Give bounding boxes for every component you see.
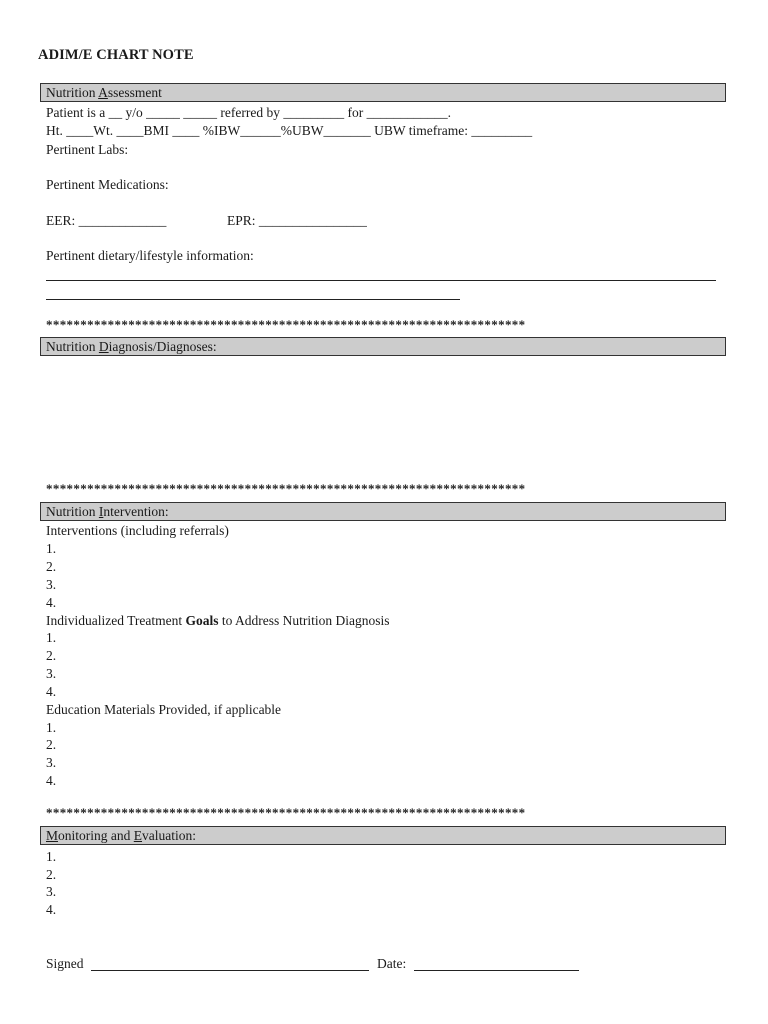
- goals-label-prefix: Individualized Treatment: [46, 613, 186, 628]
- goals-label-suffix: to Address Nutrition Diagnosis: [218, 613, 390, 628]
- monitoring-header-middle: onitoring and: [58, 828, 134, 843]
- goal-item: 4.: [46, 684, 57, 699]
- goals-label: [46, 612, 390, 629]
- section-divider-1: **********************************************************************: [46, 317, 526, 332]
- goals-label-bold: Goals: [185, 613, 219, 628]
- interventions-label: Interventions (including referrals): [46, 523, 229, 538]
- pertinent-labs-label: Pertinent Labs:: [46, 142, 129, 157]
- date-line: [414, 970, 579, 971]
- goal-item: 2.: [46, 648, 57, 663]
- anthropometrics-line: Ht. ____Wt. ____BMI ____ %IBW______%UBW_______ UBW timeframe: _________: [46, 123, 533, 138]
- monitoring-header-key-letter-e: E: [133, 828, 143, 843]
- dietary-lifestyle-label: Pertinent dietary/lifestyle information:: [46, 248, 254, 263]
- intervention-section-header: [40, 502, 726, 521]
- monitoring-item: 2.: [46, 867, 57, 882]
- eer-field: EER: _____________: [46, 213, 167, 228]
- intervention-header-prefix: Nutrition: [46, 504, 99, 519]
- pertinent-medications-label: Pertinent Medications:: [46, 177, 169, 192]
- section-divider-3: **********************************************************************: [46, 805, 526, 820]
- signed-label: Signed: [46, 956, 84, 971]
- patient-info-line: Patient is a __ y/o _____ _____ referred by _________ for ____________.: [46, 105, 451, 120]
- diagnosis-section-header: [40, 337, 726, 356]
- goal-item: 3.: [46, 666, 57, 681]
- dietary-writing-line-1: [46, 280, 716, 281]
- diagnosis-header-key-letter: D: [98, 339, 109, 354]
- diagnosis-header-suffix: iagnosis/Diagnoses:: [108, 339, 217, 354]
- signature-line: [91, 970, 369, 971]
- assessment-header-prefix: Nutrition: [46, 85, 99, 100]
- intervention-header-suffix: ntervention:: [103, 504, 169, 519]
- monitoring-header-key-letter-m: M: [46, 828, 59, 843]
- monitoring-item: 1.: [46, 849, 57, 864]
- education-item: 2.: [46, 737, 57, 752]
- dietary-writing-line-2: [46, 299, 460, 300]
- section-divider-2: **********************************************************************: [46, 481, 526, 496]
- education-materials-label: Education Materials Provided, if applicable: [46, 702, 282, 717]
- monitoring-item: 4.: [46, 902, 57, 917]
- date-label: Date:: [377, 956, 407, 971]
- intervention-item: 2.: [46, 559, 57, 574]
- assessment-header-key-letter: A: [98, 85, 108, 100]
- goal-item: 1.: [46, 630, 57, 645]
- monitoring-header-suffix: valuation:: [142, 828, 197, 843]
- intervention-item: 1.: [46, 541, 57, 556]
- epr-field: EPR: ________________: [227, 213, 367, 228]
- intervention-header-key-letter: I: [98, 504, 104, 519]
- education-item: 4.: [46, 773, 57, 788]
- diagnosis-header-prefix: Nutrition: [46, 339, 99, 354]
- education-item: 3.: [46, 755, 57, 770]
- monitoring-section-header: [40, 826, 726, 845]
- intervention-item: 3.: [46, 577, 57, 592]
- assessment-header-suffix: ssessment: [107, 85, 162, 100]
- intervention-item: 4.: [46, 595, 57, 610]
- page-title: ADIM/E CHART NOTE: [38, 47, 194, 63]
- monitoring-item: 3.: [46, 884, 57, 899]
- assessment-section-header: [40, 83, 726, 102]
- education-item: 1.: [46, 720, 57, 735]
